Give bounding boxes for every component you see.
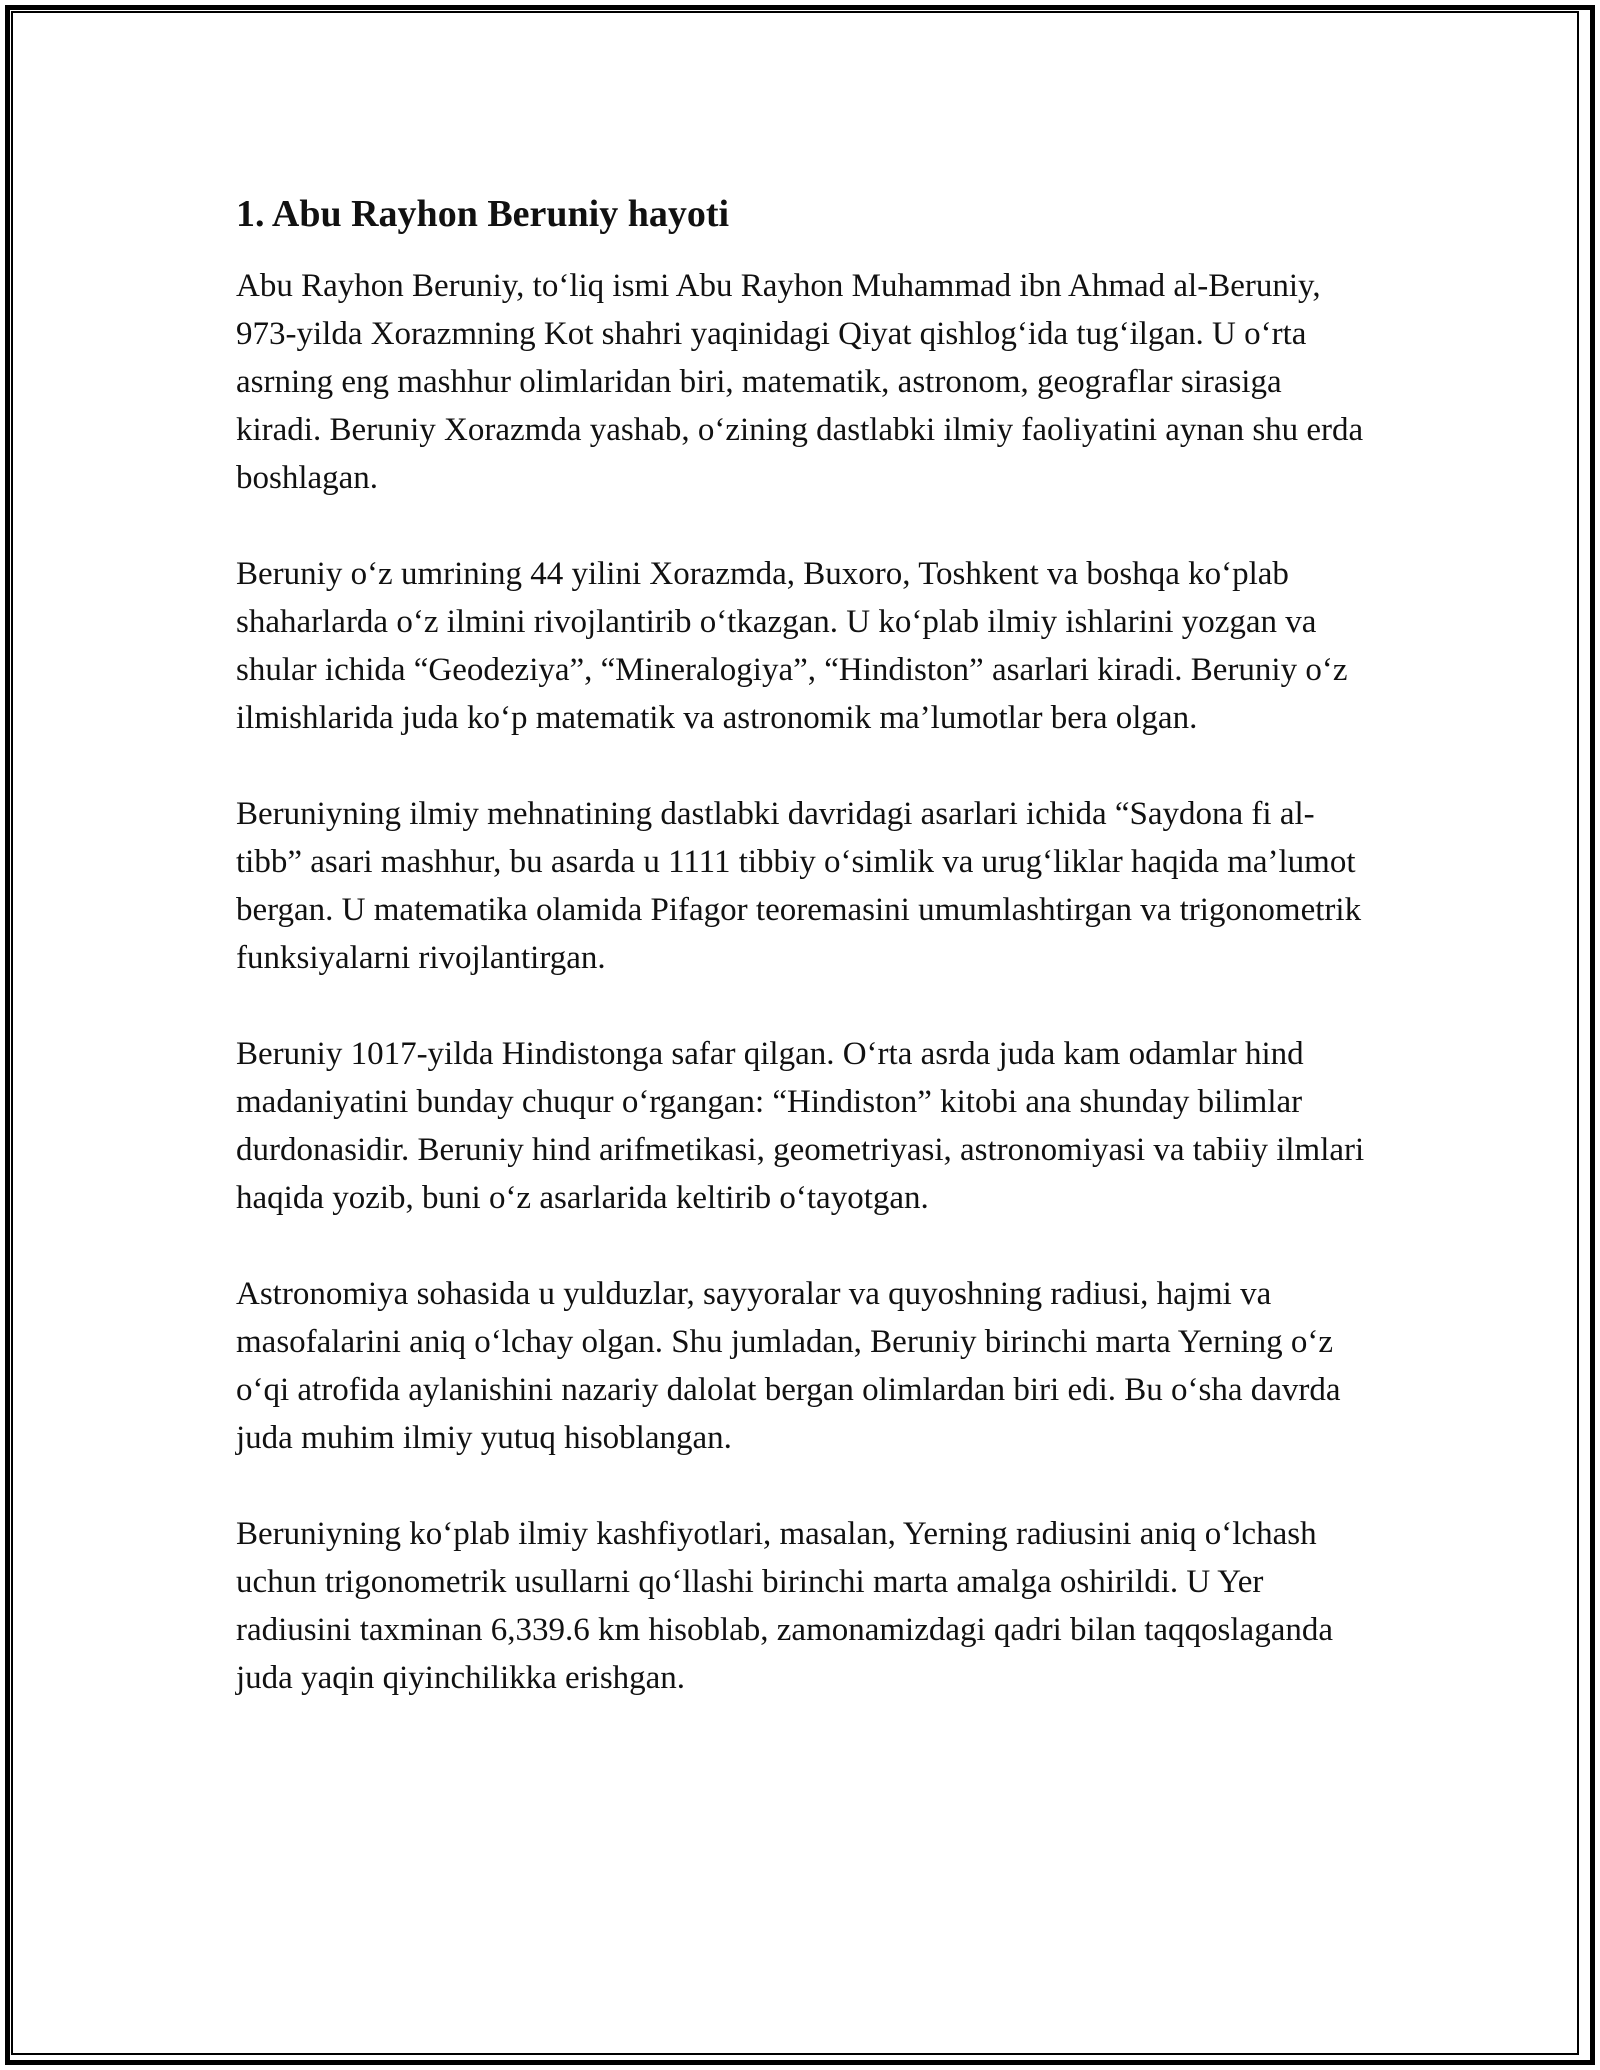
section-heading: 1. Abu Rayhon Beruniy hayoti bbox=[236, 193, 730, 235]
document-body bbox=[236, 188, 1366, 1750]
paragraph-6: Beruniyning ko‘plab ilmiy kashfiyotlari, masalan, Yerning radiusini aniq o‘lchash uchun trigonometrik usullarni qo‘llashi birinchi marta amalga oshirildi. U Yer radiusini taxminan 6,339.6 km hisoblab, zamonamizdagi qadri bilan taqqoslaganda juda yaqin qiyinchilikka erishgan. bbox=[236, 1516, 1333, 1696]
paragraph-4: Beruniy 1017-yilda Hindistonga safar qilgan. O‘rta asrda juda kam odamlar hind madaniyatini bunday chuqur o‘rgangan: “Hindiston” kitobi ana shunday bilimlar durdonasidir. Beruniy hind arifmetikasi, geometriyasi, astronomiyasi va tabiiy ilmlari haqida yozib, buni o‘z asarlarida keltirib o‘tayotgan. bbox=[236, 1036, 1365, 1216]
paragraph-5: Astronomiya sohasida u yulduzlar, sayyoralar va quyoshning radiusi, hajmi va masofalarini aniq o‘lchay olgan. Shu jumladan, Beruniy birinchi marta Yerning o‘z o‘qi atrofida aylanishini nazariy dalolat bergan olimlardan biri edi. Bu o‘sha davrda juda muhim ilmiy yutuq hisoblangan. bbox=[236, 1276, 1341, 1456]
paragraph-3: Beruniyning ilmiy mehnatining dastlabki davridagi asarlari ichida “Saydona fi al-tibb” asari mashhur, bu asarda u 1111 tibbiy o‘simlik va urug‘liklar haqida ma’lumot bergan. U matematika olamida Pifagor teoremasini umumlashtirgan va trigonometrik funksiyalarni rivojlantirgan. bbox=[236, 796, 1362, 976]
paragraph-2: Beruniy o‘z umrining 44 yilini Xorazmda, Buxoro, Toshkent va boshqa ko‘plab shaharlarda o‘z ilmini rivojlantirib o‘tkazgan. U ko‘plab ilmiy ishlarini yozgan va shular ichida “Geodeziya”, “Mineralogiya”, “Hindiston” asarlari kiradi. Beruniy o‘z ilmishlarida juda ko‘p matematik va astronomik ma’lumotlar bera olgan. bbox=[236, 556, 1348, 736]
paragraph-1: Abu Rayhon Beruniy, to‘liq ismi Abu Rayhon Muhammad ibn Ahmad al-Beruniy, 973-yilda Xorazmning Kot shahri yaqinidagi Qiyat qishlog‘ida tug‘ilgan. U o‘rta asrning eng mashhur olimlaridan biri, matematik, astronom, geograflar sirasiga kiradi. Beruniy Xorazmda yashab, o‘zining dastlabki ilmiy faoliyatini aynan shu erda boshlagan. bbox=[236, 268, 1364, 496]
